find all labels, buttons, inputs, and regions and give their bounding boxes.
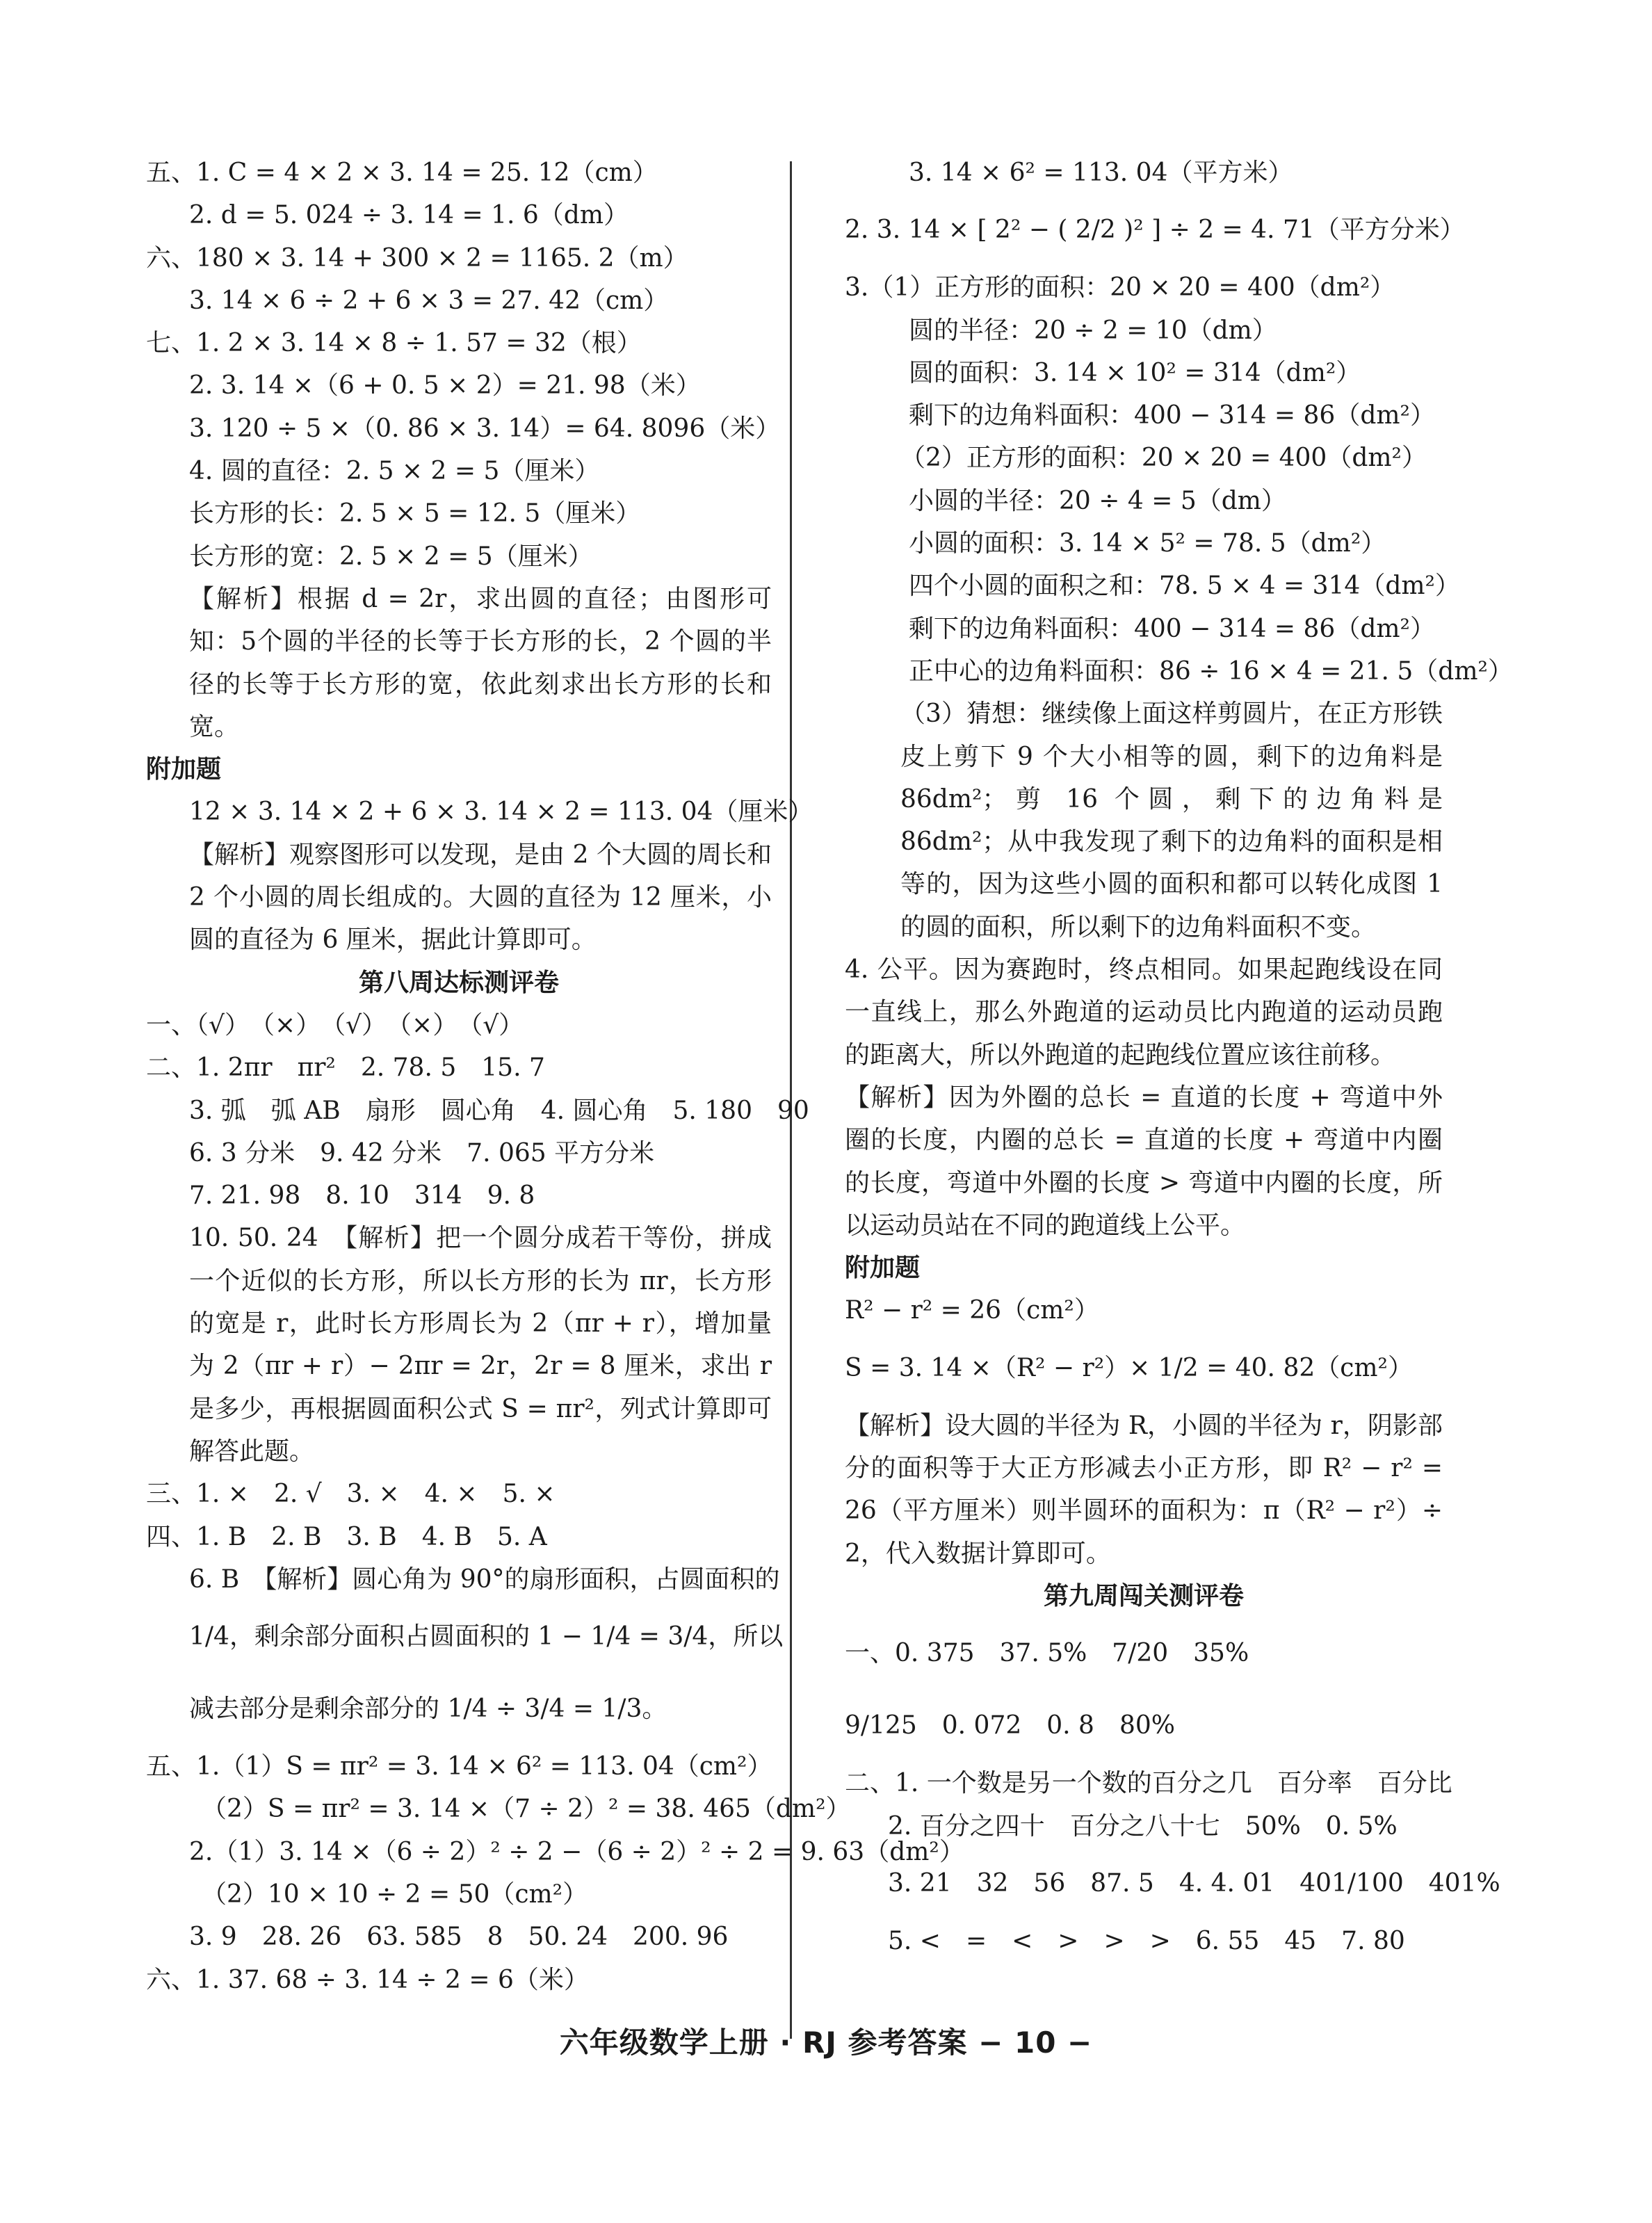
answer-line: 五、1.（1）S = πr² = 3. 14 × 6² = 113. 04（cm²）: [146, 1752, 772, 1781]
answer-line: （3）猜想：继续像上面这样剪圆片，在正方形铁皮上剪下 9 个大小相等的圆，剩下的边角料是 86dm²；剪 16 个圆，剩下的边角料是 86dm²；从中我发现了剩下的边角料的面积是相等的，因为这些小圆的面积和都可以转化成图 1 的圆的面积，所以剩下的边角料面积不变。: [900, 700, 1443, 941]
section-title: 第九周闯关测评卷: [1043, 1581, 1244, 1610]
answer-line: 小圆的半径：20 ÷ 4 = 5（dm）: [909, 486, 1286, 515]
answer-line: 一、0. 375 37. 5% 7/20 35%: [845, 1639, 1249, 1668]
answer-line: 六、180 × 3. 14 + 300 × 2 = 1165. 2（m）: [146, 243, 688, 273]
answer-line: 附加题: [146, 755, 222, 784]
answer-line: 3. 弧 弧 AB 扇形 圆心角 4. 圆心角 5. 180 90: [189, 1096, 809, 1125]
answer-line: 一、（√） （×） （√） （×） （√）: [146, 1010, 524, 1040]
answer-line: 减去部分是剩余部分的 1/4 ÷ 3/4 = 1/3。: [189, 1695, 667, 1724]
answer-line: 正中心的边角料面积：86 ÷ 16 × 4 = 21. 5（dm²）: [909, 656, 1513, 686]
answer-line: 二、1. 2πr πr² 2. 78. 5 15. 7: [146, 1053, 545, 1083]
answer-line: 3. 9 28. 26 63. 585 8 50. 24 200. 96: [189, 1923, 729, 1952]
answer-line: 3. 120 ÷ 5 ×（0. 86 × 3. 14）= 64. 8096（米）: [189, 414, 781, 443]
answer-line: R² − r² = 26（cm²）: [845, 1296, 1099, 1325]
answer-line: 2. d = 5. 024 ÷ 3. 14 = 1. 6（dm）: [189, 201, 629, 230]
answer-line: 2. 百分之四十 百分之八十七 50% 0. 5%: [888, 1811, 1398, 1841]
answer-line: 七、1. 2 × 3. 14 × 8 ÷ 1. 57 = 32（根）: [146, 329, 642, 358]
answer-line: 长方形的宽：2. 5 × 2 = 5（厘米）: [189, 542, 593, 571]
answer-line: 2.（1）3. 14 ×（6 ÷ 2）² ÷ 2 −（6 ÷ 2）² ÷ 2 = 9. 63（dm²）: [189, 1837, 964, 1866]
answer-line: S = 3. 14 ×（R² − r²）× 1/2 = 40. 82（cm²）: [845, 1353, 1413, 1382]
answer-line: 10. 50. 24 【解析】把一个圆分成若干等份，拼成一个近似的长方形，所以长方形的长为 πr，长方形的宽是 r，此时长方形周长为 2（πr + r），增加量为 2（πr + r）− 2πr = 2r，2r = 8 厘米，求出 r 是多少，再根据圆面积公式 S = πr²，列式计算即可解答此题。: [189, 1224, 772, 1466]
answer-line: 6. B 【解析】圆心角为 90°的扇形面积，占圆面积的: [189, 1565, 780, 1594]
answer-line: 1/4，剩余部分面积占圆面积的 1 − 1/4 = 3/4，所以: [189, 1622, 784, 1651]
answer-line: 3. 14 × 6 ÷ 2 + 6 × 3 = 27. 42（cm）: [189, 286, 669, 315]
answer-line: 7. 21. 98 8. 10 314 9. 8: [189, 1181, 535, 1211]
answer-line: 二、1. 一个数是另一个数的百分之几 百分率 百分比: [845, 1769, 1452, 1798]
right-column: [845, 152, 1513, 1962]
answer-line: （2）正方形的面积：20 × 20 = 400（dm²）: [900, 444, 1427, 473]
section-title: 第八周达标测评卷: [358, 968, 559, 997]
answer-line: 【解析】观察图形可以发现，是由 2 个大圆的周长和 2 个小圆的周长组成的。大圆的直径为 12 厘米，小圆的直径为 6 厘米，据此计算即可。: [189, 840, 772, 955]
answer-line: 五、1. C = 4 × 2 × 3. 14 = 25. 12（cm）: [146, 159, 658, 187]
answer-line: 2. 3. 14 × [ 2² − ( 2/2 )² ] ÷ 2 = 4. 71（平方分米）: [845, 216, 1465, 245]
answer-line: 5. < = < > > > 6. 55 45 7. 80: [888, 1926, 1405, 1955]
answer-line: 4. 圆的直径：2. 5 × 2 = 5（厘米）: [189, 457, 600, 486]
answer-line: 六、1. 37. 68 ÷ 3. 14 ÷ 2 = 6（米）: [146, 1965, 589, 1994]
answer-line: 圆的面积：3. 14 × 10² = 314（dm²）: [909, 358, 1361, 387]
answer-line: （2）S = πr² = 3. 14 ×（7 ÷ 2）² = 38. 465（dm²）: [202, 1795, 851, 1824]
answer-line: 12 × 3. 14 × 2 + 6 × 3. 14 × 2 = 113. 04（厘米）: [189, 798, 813, 827]
answer-line: 【解析】设大圆的半径为 R，小圆的半径为 r，阴影部分的面积等于大正方形减去小正方形，即 R² − r² = 26（平方厘米）则半圆环的面积为：π（R² − r²）÷ 2，代入数据计算即可。: [845, 1411, 1443, 1568]
answer-line: 【解析】根据 d = 2r，求出圆的直径；由图形可知：5个圆的半径的长等于长方形的长，2 个圆的半径的长等于长方形的宽，依此刻求出长方形的长和宽。: [189, 584, 772, 741]
answer-line: 2. 3. 14 ×（6 + 0. 5 × 2）= 21. 98（米）: [189, 371, 701, 401]
answer-line: 剩下的边角料面积：400 − 314 = 86（dm²）: [909, 401, 1435, 430]
answer-line: 9/125 0. 072 0. 8 80%: [845, 1711, 1175, 1740]
answer-line: 3. 21 32 56 87. 5 4. 4. 01 401/100 401%: [888, 1868, 1500, 1898]
answer-line: 长方形的长：2. 5 × 5 = 12. 5（厘米）: [189, 499, 641, 528]
answer-line: 四、1. B 2. B 3. B 4. B 5. A: [146, 1522, 547, 1551]
answer-line: 附加题: [845, 1254, 921, 1283]
answer-line: 剩下的边角料面积：400 − 314 = 86（dm²）: [909, 614, 1435, 643]
answer-line: 3.（1）正方形的面积：20 × 20 = 400（dm²）: [845, 273, 1395, 302]
answer-line: 6. 3 分米 9. 42 分米 7. 065 平方分米: [189, 1138, 655, 1167]
answer-line: 小圆的面积：3. 14 × 5² = 78. 5（dm²）: [909, 529, 1386, 558]
answer-line: 4. 公平。因为赛跑时，终点相同。如果起跑线设在同一直线上，那么外跑道的运动员比内跑道的运动员跑的距离大，所以外跑道的起跑线位置应该往前移。: [845, 955, 1443, 1069]
answer-line: 【解析】因为外圈的总长 = 直道的长度 + 弯道中外圈的长度，内圈的总长 = 直道的长度 + 弯道中内圈的长度，弯道中外圈的长度 > 弯道中内圈的长度，所以运动员站在不同的跑道线上公平。: [845, 1083, 1443, 1240]
answer-line: 四个小圆的面积之和：78. 5 × 4 = 314（dm²）: [909, 572, 1460, 601]
page-footer: 六年级数学上册 · RJ 参考答案 − 10 −: [559, 2026, 1093, 2060]
left-column: [146, 152, 964, 2001]
answer-line: 三、1. × 2. √ 3. × 4. × 5. ×: [146, 1480, 556, 1509]
answer-line: （2）10 × 10 ÷ 2 = 50（cm²）: [202, 1880, 588, 1909]
answer-line: 圆的半径：20 ÷ 2 = 10（dm）: [909, 316, 1277, 345]
answer-line: 3. 14 × 6² = 113. 04（平方米）: [909, 159, 1293, 187]
